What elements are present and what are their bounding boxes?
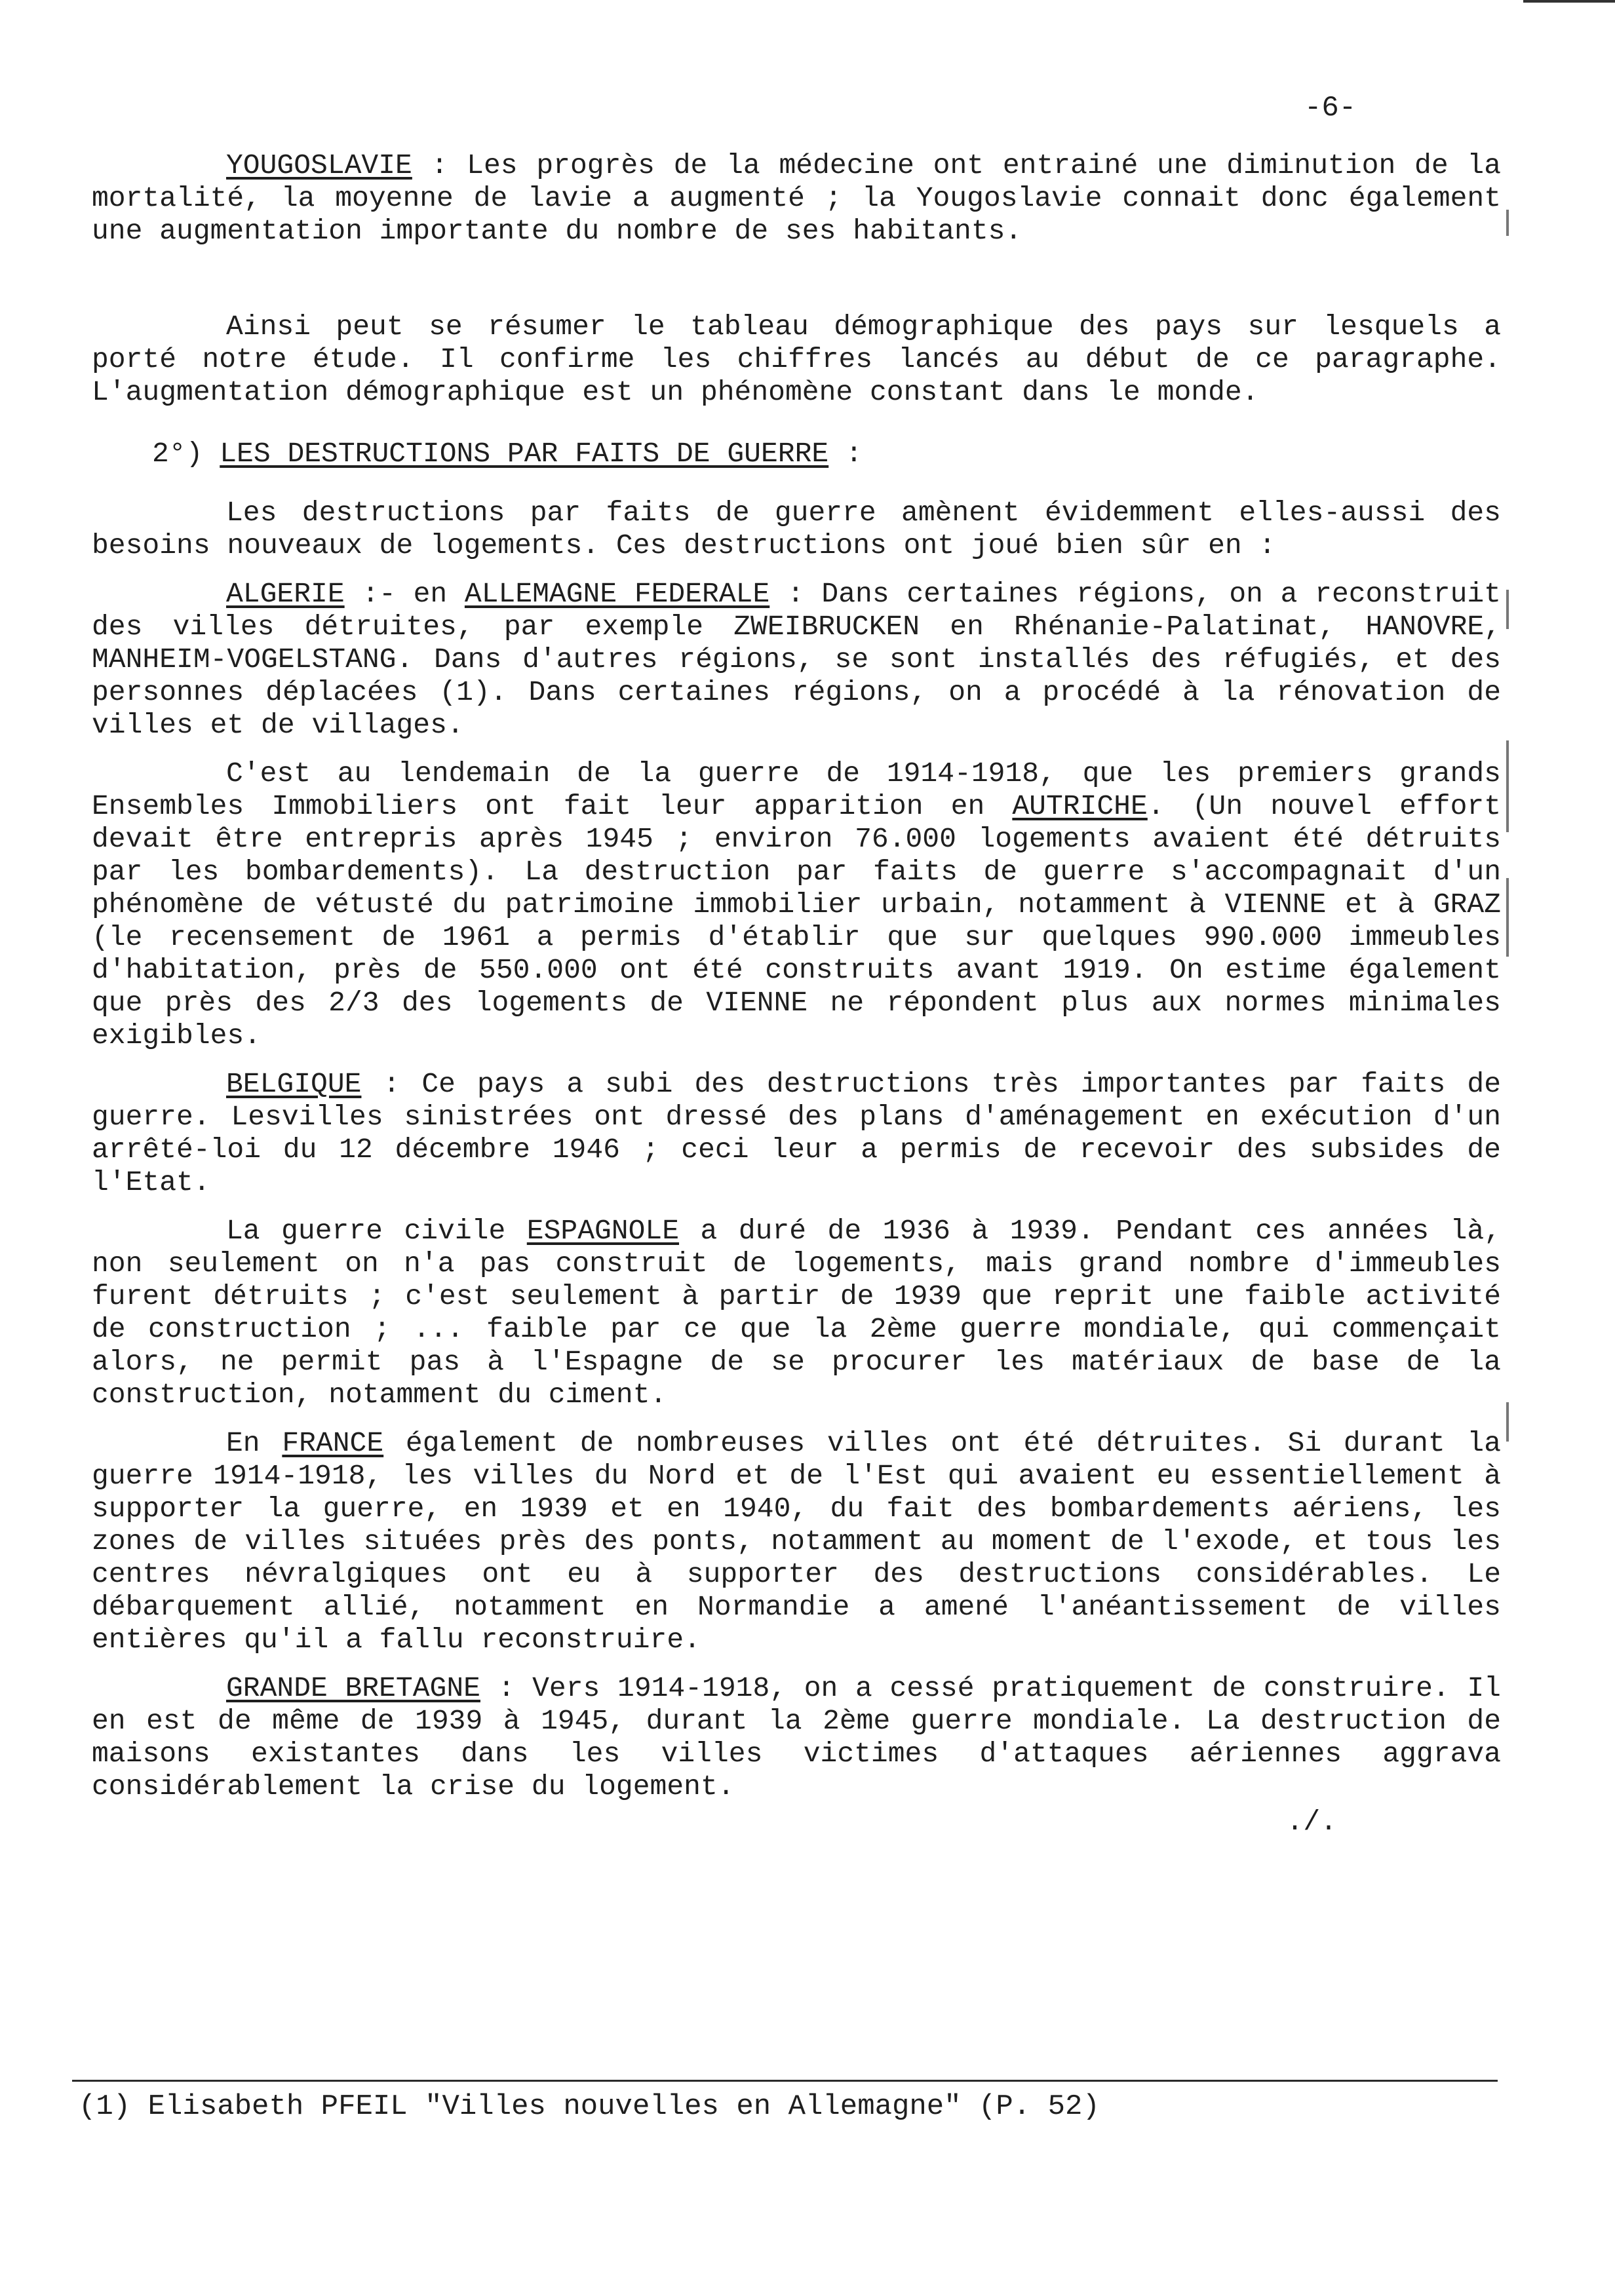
paragraph-france-before: En — [226, 1427, 282, 1459]
country-label-allemagne-federale: ALLEMAGNE FEDERALE — [464, 578, 770, 610]
margin-scan-mark — [1506, 878, 1509, 957]
country-label-espagnole: ESPAGNOLE — [526, 1215, 680, 1247]
country-label-yougoslavie: YOUGOSLAVIE — [226, 149, 412, 182]
paragraph-algerie-allemagne — [92, 578, 1501, 742]
country-label-grande-bretagne: GRANDE BRETAGNE — [226, 1672, 480, 1704]
margin-scan-mark — [1506, 210, 1509, 236]
paragraph-belgique — [92, 1068, 1501, 1199]
country-label-algerie: ALGERIE — [226, 578, 345, 610]
country-label-france: FRANCE — [282, 1427, 384, 1459]
paragraph-espagne-after: a duré de 1936 à 1939. Pendant ces années là, non seulement on n'a pas construit de logements, mais grand nombre d'immeubles furent détruits ; c'est seulement à partir de 1939 que reprit une faible activité de construction ; ... faible par ce que la 2ème guerre mondiale, qui commençait alors, ne permit pas à l'Espagne de se procurer les matériaux de base de la construction, notamment du ciment. — [92, 1215, 1502, 1411]
margin-scan-mark — [1506, 1402, 1509, 1442]
paragraph-autriche-after: . (Un nouvel effort devait être entrepris après 1945 ; environ 76.000 logements avaient été détruits par les bombardements). La destruction par faits de guerre s'accompagnait d'un phénomène de vétusté du patrimoine immobilier urbain, notamment à VIENNE et à GRAZ (le recensement de 1961 a permis d'établir que sur quelques 990.000 immeubles d'habitation, près de 550.000 ont été construits avant 1919. On estime également que près des 2/3 des logements de VIENNE ne répondent plus aux normes minimales exigibles. — [92, 790, 1501, 1052]
paragraph-france — [92, 1427, 1501, 1656]
paragraph-autriche — [92, 757, 1501, 1052]
country-label-belgique: BELGIQUE — [226, 1068, 362, 1100]
paragraph-grande-bretagne-text: : Vers 1914-1918, on a cessé pratiquement de construire. Il en est de même de 1939 à 1945, durant la 2ème guerre mondiale. La destruction de maisons existantes dans les villes victimes d'attaques aériennes aggrava considérablement la crise du logement. — [92, 1672, 1501, 1803]
paragraph-belgique-text: : Ce pays a subi des destructions très importantes par faits de guerre. Lesvilles sinistrées ont dressé des plans d'aménagement en exécution d'un arrêté-loi du 12 décembre 1946 ; ceci leur a permis de recevoir des subsides de l'Etat. — [92, 1068, 1501, 1198]
section-colon: : — [828, 438, 863, 470]
section-heading — [152, 438, 1501, 470]
paragraph-yougoslavie-text: : Les progrès de la médecine ont entrainé une diminution de la mortalité, la moyenne de lavie a augmenté ; la Yougoslavie connait donc également une augmentation importante du nombre de ses habitants. — [92, 149, 1501, 247]
connector-text: :- en — [344, 578, 465, 610]
footnote-divider — [72, 2080, 1498, 2082]
paragraph-yougoslavie — [92, 149, 1501, 248]
paragraph-espagne-before: La guerre civile — [226, 1215, 527, 1247]
paragraph-france-after: également de nombreuses villes ont été détruites. Si durant la guerre 1914-1918, les villes du Nord et de l'Est qui avaient eu essentiellement à supporter la guerre, en 1939 et en 1940, du fait des bombardements aériens, les zones de villes situées près des ponts, notamment au moment de l'exode, et tous les centres névralgiques ont eu à supporter des destructions considérables. Le débarquement allié, notamment en Normandie a amené l'anéantissement de villes entières qu'il a fallu reconstruire. — [92, 1427, 1501, 1656]
footnote: (1) Elisabeth PFEIL "Villes nouvelles en Allemagne" (P. 52) — [79, 2090, 1100, 2123]
paragraph-summary: Ainsi peut se résumer le tableau démographique des pays sur lesquels a porté notre étude. Il confirme les chiffres lancés au début de ce paragraphe. L'augmentation démographique est un phénomène constant dans le monde. — [92, 311, 1501, 408]
continuation-mark: ./. — [1286, 1806, 1337, 1838]
corner-scan-mark — [1523, 0, 1615, 8]
country-label-autriche: AUTRICHE — [1012, 790, 1148, 822]
paragraph-autriche-before: C'est au lendemain de la guerre de 1914-1918, que les premiers grands Ensembles Immobiliers ont fait leur apparition en — [92, 757, 1501, 822]
document-body — [92, 149, 1501, 1839]
section-number: 2°) — [152, 438, 203, 470]
page-number: -6- — [1304, 92, 1357, 124]
paragraph-grande-bretagne — [92, 1672, 1501, 1803]
section-title: LES DESTRUCTIONS PAR FAITS DE GUERRE — [220, 438, 829, 470]
paragraph-algerie-text: : Dans certaines régions, on a reconstruit des villes détruites, par exemple ZWEIBRUCKEN en Rhénanie-Palatinat, HANOVRE, MANHEIM-VOGELSTANG. Dans d'autres régions, se sont installés des réfugiés, et des personnes déplacées (1). Dans certaines régions, on a procédé à la rénovation de villes et de villages. — [92, 578, 1501, 741]
margin-scan-mark — [1506, 740, 1509, 832]
paragraph-espagne — [92, 1215, 1501, 1411]
paragraph-intro: Les destructions par faits de guerre amènent évidemment elles-aussi des besoins nouveaux de logements. Ces destructions ont joué bien sûr en : — [92, 497, 1501, 562]
margin-scan-mark — [1506, 590, 1509, 629]
